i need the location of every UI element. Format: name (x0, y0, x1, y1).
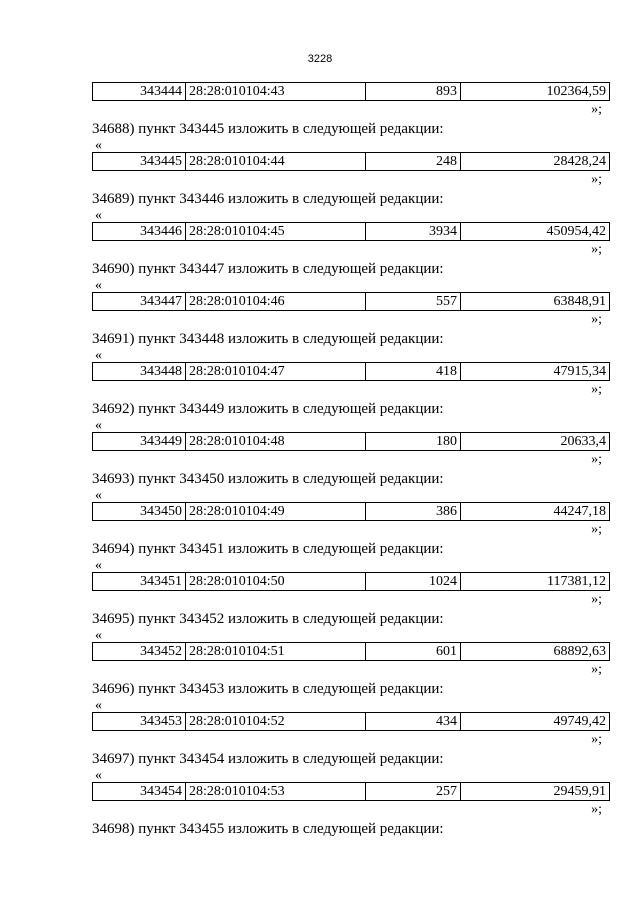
area-value: 434 (366, 713, 461, 731)
close-quote: »; (591, 732, 602, 747)
item-number: 343453 (93, 713, 186, 731)
open-quote: « (95, 628, 102, 643)
area-value: 248 (366, 153, 461, 171)
cadastral-number: 28:28:010104:44 (186, 153, 366, 171)
cadastral-number: 28:28:010104:53 (186, 783, 366, 801)
area-value: 386 (366, 503, 461, 521)
cadastral-number: 28:28:010104:47 (186, 363, 366, 381)
table-row (92, 782, 610, 801)
table-row (92, 362, 610, 381)
cost-value: 49749,42 (461, 713, 610, 731)
amendment-instruction: 34695) пункт 343452 изложить в следующей редакции: (92, 611, 444, 627)
cadastral-number: 28:28:010104:51 (186, 643, 366, 661)
cadastral-number: 28:28:010104:49 (186, 503, 366, 521)
cost-value: 450954,42 (461, 223, 610, 241)
amendment-instruction: 34696) пункт 343453 изложить в следующей редакции: (92, 681, 444, 697)
cost-value: 29459,91 (461, 783, 610, 801)
close-quote: »; (591, 802, 602, 817)
table-row (92, 642, 610, 661)
open-quote: « (95, 698, 102, 713)
area-value: 180 (366, 433, 461, 451)
open-quote: « (95, 348, 102, 363)
cadastral-number: 28:28:010104:46 (186, 293, 366, 311)
item-number: 343451 (93, 573, 186, 591)
close-quote: »; (591, 592, 602, 607)
item-number: 343450 (93, 503, 186, 521)
cost-value: 44247,18 (461, 503, 610, 521)
table-row (92, 502, 610, 521)
table-row (92, 572, 610, 591)
amendment-instruction: 34689) пункт 343446 изложить в следующей редакции: (92, 191, 444, 207)
item-number: 343452 (93, 643, 186, 661)
close-quote: »; (591, 102, 602, 117)
cost-value: 47915,34 (461, 363, 610, 381)
area-value: 1024 (366, 573, 461, 591)
item-number: 343449 (93, 433, 186, 451)
cadastral-number: 28:28:010104:50 (186, 573, 366, 591)
amendment-instruction: 34690) пункт 343447 изложить в следующей редакции: (92, 261, 444, 277)
amendment-instruction: 34691) пункт 343448 изложить в следующей редакции: (92, 331, 444, 347)
close-quote: »; (591, 242, 602, 257)
item-number: 343454 (93, 783, 186, 801)
cadastral-number: 28:28:010104:48 (186, 433, 366, 451)
item-number: 343448 (93, 363, 186, 381)
table-row (92, 712, 610, 731)
cost-value: 102364,59 (461, 83, 610, 101)
open-quote: « (95, 418, 102, 433)
item-number: 343447 (93, 293, 186, 311)
open-quote: « (95, 768, 102, 783)
close-quote: »; (591, 172, 602, 187)
open-quote: « (95, 208, 102, 223)
close-quote: »; (591, 382, 602, 397)
area-value: 601 (366, 643, 461, 661)
open-quote: « (95, 278, 102, 293)
open-quote: « (95, 138, 102, 153)
cost-value: 68892,63 (461, 643, 610, 661)
amendment-instruction: 34694) пункт 343451 изложить в следующей редакции: (92, 541, 444, 557)
amendment-instruction: 34688) пункт 343445 изложить в следующей редакции: (92, 121, 444, 137)
open-quote: « (95, 558, 102, 573)
amendment-instruction: 34698) пункт 343455 изложить в следующей редакции: (92, 821, 444, 837)
area-value: 557 (366, 293, 461, 311)
close-quote: »; (591, 662, 602, 677)
table-row (92, 82, 610, 101)
cost-value: 117381,12 (461, 573, 610, 591)
table-row (92, 222, 610, 241)
item-number: 343444 (93, 83, 186, 101)
cadastral-number: 28:28:010104:45 (186, 223, 366, 241)
table-row (92, 292, 610, 311)
cadastral-number: 28:28:010104:43 (186, 83, 366, 101)
area-value: 257 (366, 783, 461, 801)
amendment-instruction: 34692) пункт 343449 изложить в следующей редакции: (92, 401, 444, 417)
close-quote: »; (591, 312, 602, 327)
page-number: 3228 (307, 53, 333, 65)
item-number: 343445 (93, 153, 186, 171)
item-number: 343446 (93, 223, 186, 241)
area-value: 3934 (366, 223, 461, 241)
table-row (92, 432, 610, 451)
cost-value: 20633,4 (461, 433, 610, 451)
open-quote: « (95, 488, 102, 503)
cost-value: 28428,24 (461, 153, 610, 171)
cost-value: 63848,91 (461, 293, 610, 311)
area-value: 418 (366, 363, 461, 381)
close-quote: »; (591, 452, 602, 467)
cadastral-number: 28:28:010104:52 (186, 713, 366, 731)
area-value: 893 (366, 83, 461, 101)
table-row (92, 152, 610, 171)
amendment-instruction: 34697) пункт 343454 изложить в следующей редакции: (92, 751, 444, 767)
close-quote: »; (591, 522, 602, 537)
amendment-instruction: 34693) пункт 343450 изложить в следующей редакции: (92, 471, 444, 487)
